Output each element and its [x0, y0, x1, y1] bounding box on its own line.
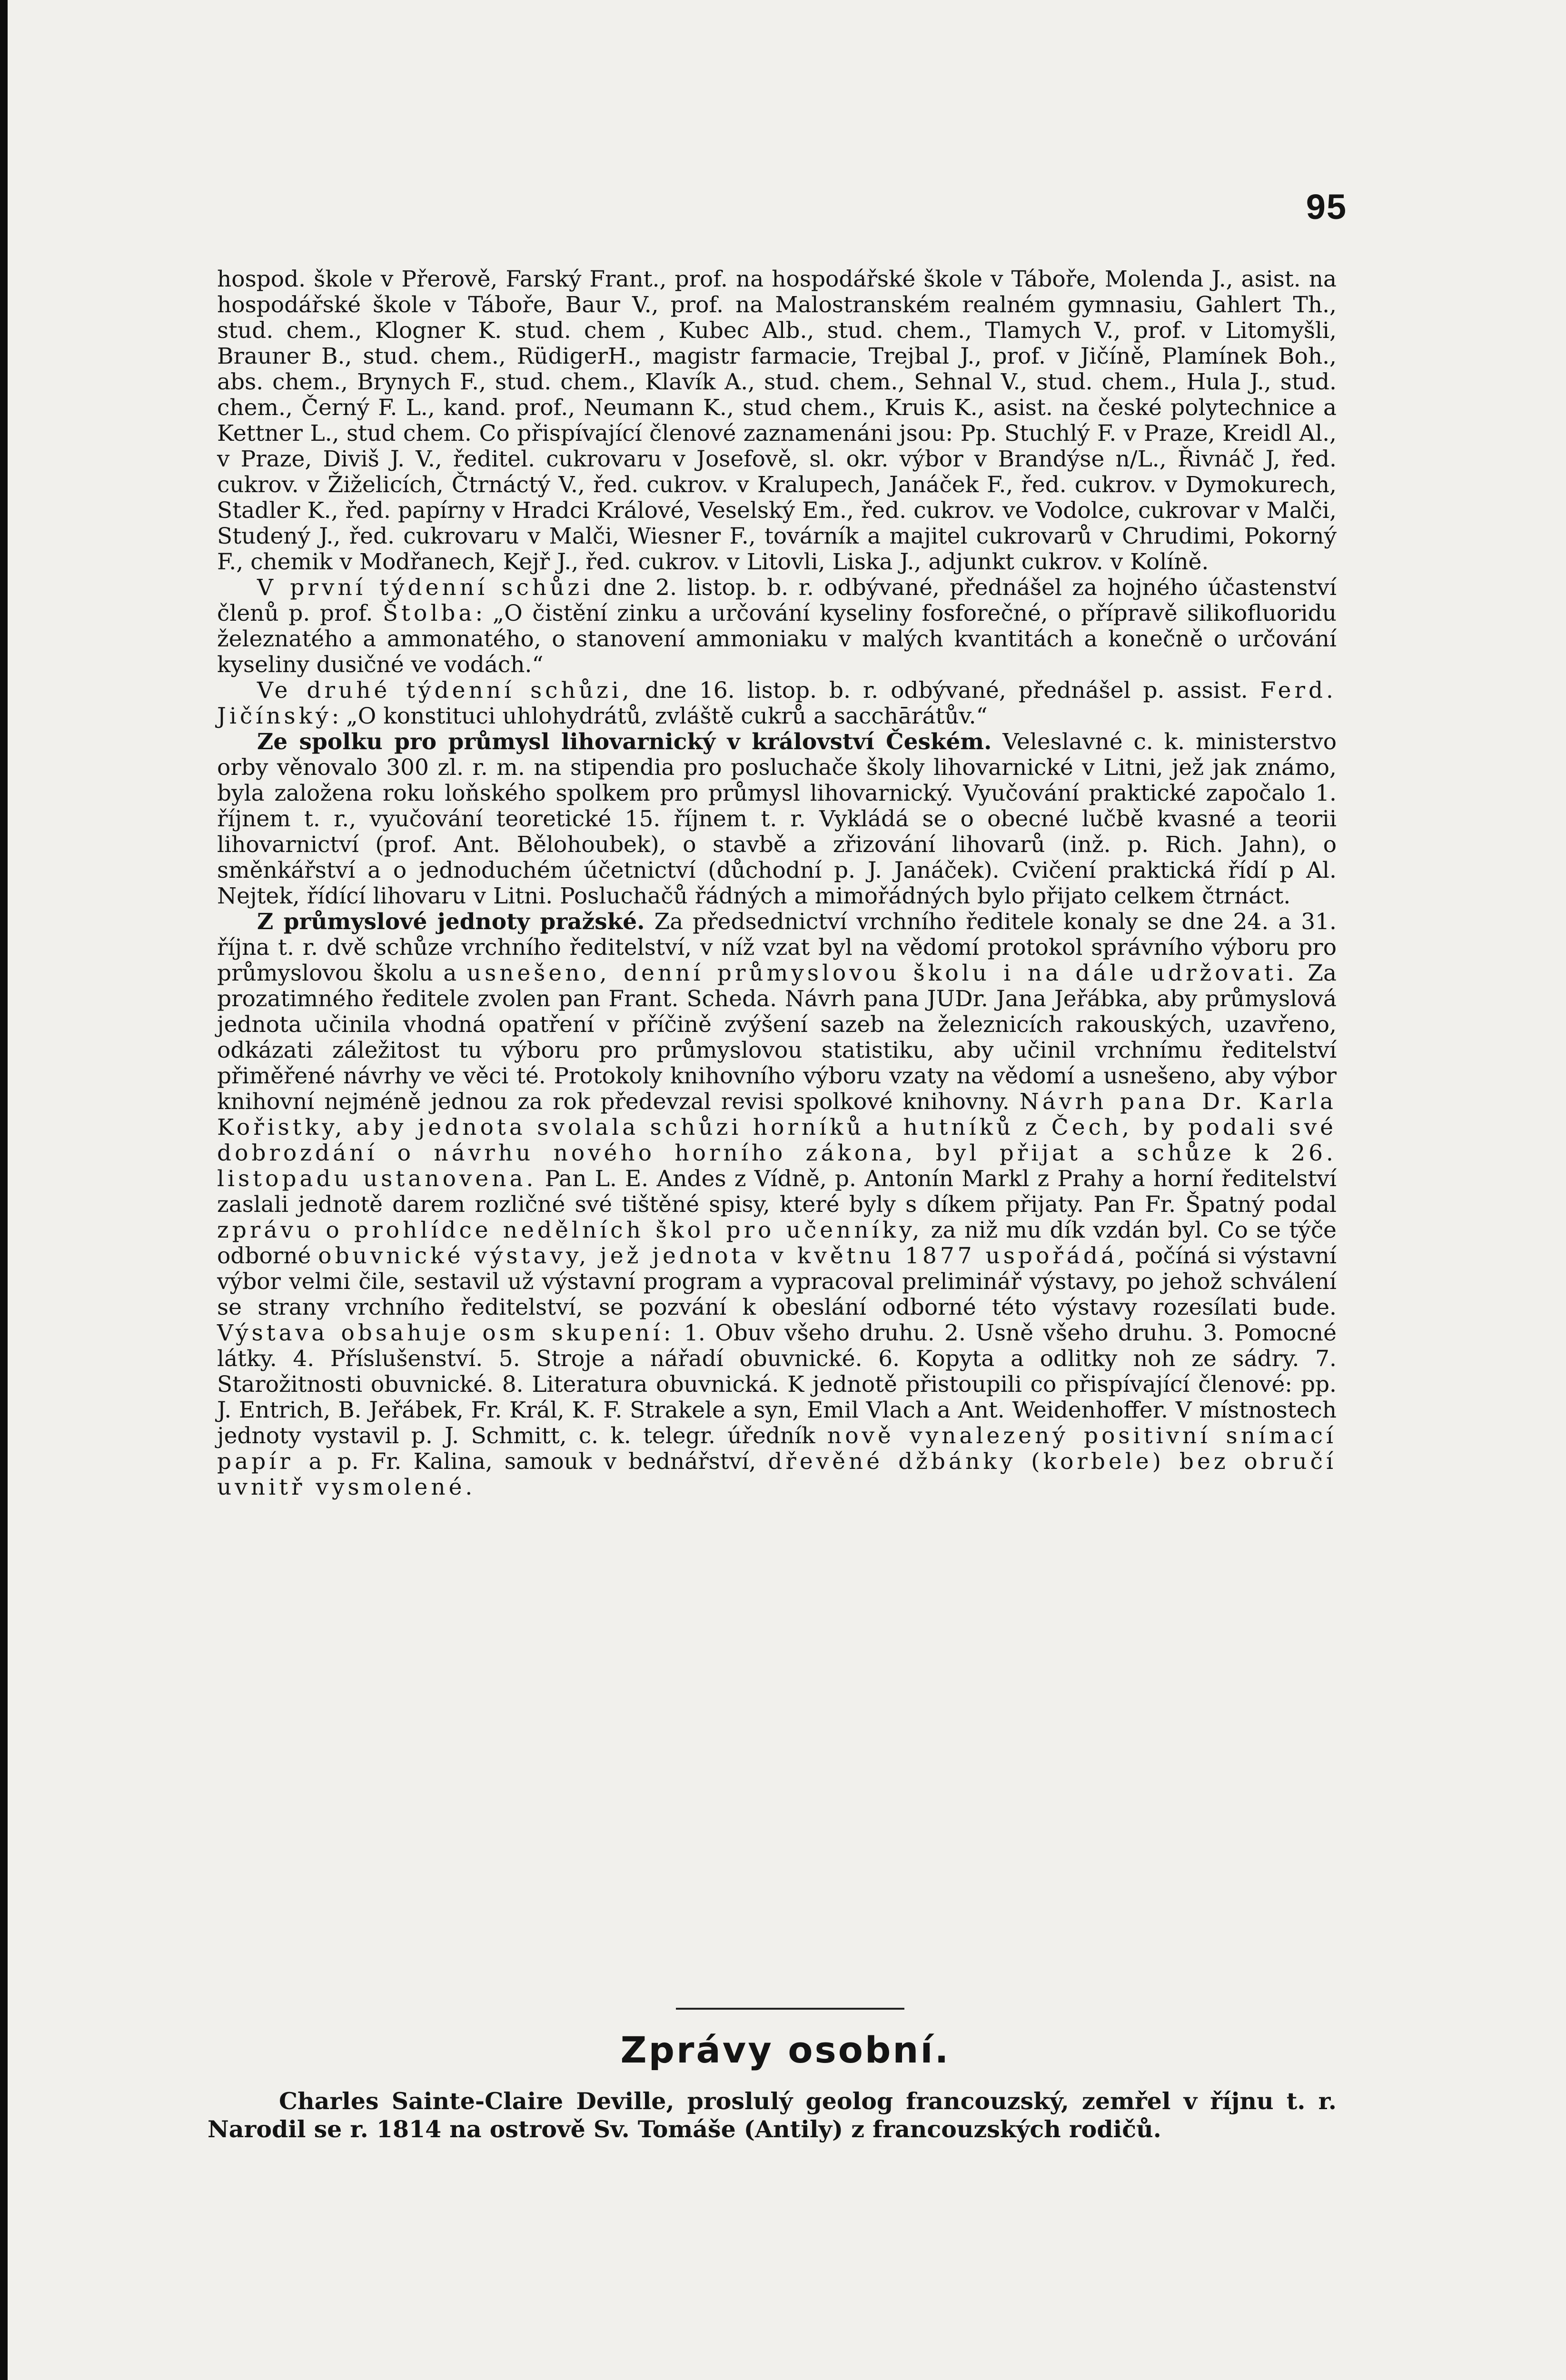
industrial-union-spaced-phrase: Návrh pana Dr. Karla Kořistky, aby jednota svolala schůzi horníků a hutníků z Čech, by podali své dobrozdání o návrhu nového horního zákona, byl přijat a schůze k 26. listopadu ustanovena.	[217, 1089, 1337, 1192]
personal-news-heading: Zprávy osobní.	[620, 2029, 951, 2071]
page-number: 95	[1306, 187, 1347, 227]
industrial-union-text: za niž mu dík vzdán byl. Co se týče odborné	[217, 1217, 1337, 1269]
first-meeting-text: dne 2. listop. b. r. odbývané, přednášel za hojného účastenství členů p. prof.	[217, 575, 1337, 626]
members-list-paragraph: hospod. škole v Přerově, Farský Frant., prof. na hospodářské škole v Táboře, Molenda J., asist. na hospodářské škole v Táboře, Baur V., prof. na Malostranském realném gymnasiu, Gahlert Th., stud. chem., Klogner K. stud. chem , Kubec Alb., stud. chem., Tlamych V., prof. v Litomyšli, Brauner B., stud. chem., RüdigerH., magistr farmacie, Trejbal J., prof. v Jičíně, Plamínek Boh., abs. chem., Brynych F., stud. chem., Klavík A., stud. chem., Sehnal V., stud. chem., Hula J., stud. chem., Černý F. L., kand. prof., Neumann K., stud chem., Kruis K., asist. na české polytechnice a Kettner L., stud chem. Co přispívající členové zaznamenáni jsou: Pp. Stuchlý F. v Praze, Kreidl Al., v Praze, Diviš J. V., ředitel. cukrovaru v Josefově, sl. okr. výbor v Brandýse n/L., Řivnáč J, řed. cukrov. v Žiželicích, Čtrnáctý V., řed. cukrov. v Kralupech, Janáček F., řed. cukrov. v Dymokurech, Stadler K., řed. papírny v Hradci Králové, Veselský Em., řed. cukrov. ve Vodolce, cukrovar v Malči, Studený J., řed. cukrovaru v Malči, Wiesner F., továrník a majitel cukrovarů v Chrudimi, Pokorný F., chemik v Modřanech, Kejř J., řed. cukrov. v Litovli, Liska J., adjunkt cukrov. v Kolíně.	[217, 266, 1337, 575]
second-meeting-topic: : „O konstituci uhlohydrátů, zvláště cukrů a sacchārátův.“	[331, 703, 988, 729]
section-divider	[676, 2008, 904, 2010]
second-meeting-speaker: Ferd. Jičínský	[217, 677, 1337, 729]
first-meeting-spaced-phrase: V první týdenní schůzi	[257, 575, 594, 601]
personal-news-paragraph	[208, 2087, 1337, 2143]
industrial-union-spaced-phrase: dřevěné džbánky (korbele) bez obručí uvnitř vysmolené.	[217, 1448, 1337, 1500]
spirits-union-paragraph	[217, 729, 1337, 909]
spirits-union-heading: Ze spolku pro průmysl lihovarnický v království Českém.	[257, 729, 992, 755]
industrial-union-spaced-phrase: nově vynalezený positivní snímací papír a	[217, 1423, 1337, 1475]
industrial-union-text: počíná si výstavní výbor velmi čile, sestavil už výstavní program a vypracoval preliminář výstavy, po jehož schválení se strany vrchního ředitelství, se pozvání k obeslání odborné této výstavy rozesílati bude.	[217, 1243, 1337, 1320]
page-binding-edge	[0, 0, 8, 2380]
industrial-union-text: Za předsednictví vrchního ředitele konaly se dne 24. a 31. října t. r. dvě schůze vrchního ředitelství, v níž vzat byl na vědomí protokol správního výboru pro průmyslovou školu a	[217, 909, 1337, 986]
first-meeting-paragraph	[217, 575, 1337, 678]
industrial-union-text: p. Fr. Kalina, samouk v bednářství,	[325, 1448, 768, 1475]
industrial-union-spaced-phrase: Výstava obsahuje osm skupení:	[217, 1320, 674, 1346]
industrial-union-spaced-phrase: obuvnické výstavy, jež jednota v květnu 1877 uspořádá,	[318, 1243, 1128, 1269]
industrial-union-spaced-phrase: zprávu o prohlídce nedělních škol pro učenníky,	[217, 1217, 923, 1243]
personal-news-name: Charles Sainte-Claire Deville,	[279, 2087, 674, 2115]
industrial-union-text: Pan L. E. Andes z Vídně, p. Antonín Markl z Prahy a horní ředitelství zaslali jednotě darem rozličné své tištěné spisy, které byly s díkem přijaty. Pan Fr. Špatný podal	[217, 1166, 1337, 1218]
industrial-union-heading: Z průmyslové jednoty pražské.	[257, 909, 645, 935]
second-meeting-spaced-phrase: Ve druhé týdenní schůzi,	[257, 677, 633, 704]
first-meeting-topic: : „O čistění zinku a určování kyseliny fosforečné, o přípravě silikofluoridu železnatého a ammonatého, o stanovení ammoniaku v malých kvantitách a konečně o určování kyseliny dusičné ve vodách.“	[217, 600, 1337, 678]
personal-news-text: proslulý geolog francouzský, zemřel v říjnu t. r. Narodil se r. 1814 na ostrově Sv. Tomáše (Antily) z francouzských rodičů.	[208, 2087, 1337, 2143]
personal-news-column	[208, 2087, 1337, 2143]
industrial-union-text: Za prozatimného ředitele zvolen pan Frant. Scheda. Návrh pana JUDr. Jana Jeřábka, aby průmyslová jednota učinila vhodná opatření v příčině zvýšení sazeb na železnicích rakouských, uzavřeno, odkázati záležitost tu výboru pro průmyslovou statistiku, aby učinil vrchnímu ředitelství přiměřené návrhy ve věci té. Protokoly knihovního výboru vzaty na vědomí a usnešeno, aby výbor knihovní nejméně jednou za rok předevzal revisi spolkové knihovny.	[217, 960, 1337, 1115]
spirits-union-text: Veleslavné c. k. ministerstvo orby věnovalo 300 zl. r. m. na stipendia pro posluchače školy lihovarnické v Litni, jež jak známo, byla založena roku loňského spolkem pro průmysl lihovarnický. Vyučování praktické započalo 1. říjnem t. r., vyučování teoretické 15. říjnem t. r. Vykládá se o obecné lučbě kvasné a teorii lihovarnictví (prof. Ant. Bělohoubek), o stavbě a zřizování lihovarů (inž. p. Rich. Jahn), o směnkářství a o jednoduchém účetnictví (důchodní p. J. Janáček). Cvičení praktická řídí p Al. Nejtek, řídící lihovaru v Litni. Posluchačů řádných a mimořádných bylo přijato celkem čtrnáct.	[217, 729, 1337, 909]
industrial-union-paragraph	[217, 909, 1337, 1500]
main-text-column	[217, 267, 1337, 1500]
second-meeting-text: dne 16. listop. b. r. odbývané, přednášel p. assist.	[632, 677, 1260, 704]
industrial-union-spaced-phrase: usnešeno, denní průmyslovou školu i na dále udržovati.	[466, 960, 1298, 986]
industrial-union-text: 1. Obuv všeho druhu. 2. Usně všeho druhu. 3. Pomocné látky. 4. Příslušenství. 5. Stroje a nářadí obuvnické. 6. Kopyta a odlitky noh ze sádry. 7. Starožitnosti obuvnické. 8. Literatura obuvnická. K jednotě přistoupili co přispívající členové: pp. J. Entrich, B. Jeřábek, Fr. Král, K. F. Strakele a syn, Emil Vlach a Ant. Weidenhoffer. V místnostech jednoty vystavil p. J. Schmitt, c. k. telegr. úředník	[217, 1320, 1337, 1449]
first-meeting-speaker: Štolba	[382, 600, 476, 626]
second-meeting-paragraph	[217, 678, 1337, 729]
